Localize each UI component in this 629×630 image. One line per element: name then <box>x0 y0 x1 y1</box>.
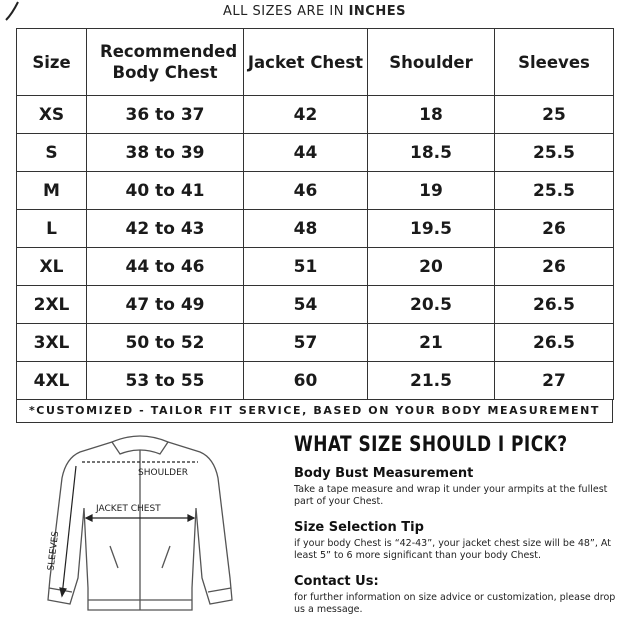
cell-size: S <box>17 134 87 172</box>
cell-shoulder: 20.5 <box>368 286 495 324</box>
cell-jacket-chest: 60 <box>244 362 368 400</box>
cell-body-chest: 42 to 43 <box>87 210 244 248</box>
table-row <box>17 172 614 210</box>
cell-body-chest: 40 to 41 <box>87 172 244 210</box>
cell-size: XS <box>17 96 87 134</box>
jacket-outline-icon <box>40 428 250 618</box>
cell-sleeves: 25 <box>495 96 614 134</box>
cell-size: 2XL <box>17 286 87 324</box>
table-row <box>17 286 614 324</box>
cell-jacket-chest: 44 <box>244 134 368 172</box>
cell-shoulder: 21 <box>368 324 495 362</box>
section-text-bust: Take a tape measure and wrap it under your armpits at the fullest part of your Chest. <box>294 484 608 507</box>
table-row <box>17 362 614 400</box>
section-heading-bust: Body Bust Measurement <box>294 466 474 481</box>
cell-jacket-chest: 42 <box>244 96 368 134</box>
table-row <box>17 248 614 286</box>
cell-shoulder: 19.5 <box>368 210 495 248</box>
cell-shoulder: 21.5 <box>368 362 495 400</box>
cell-body-chest: 44 to 46 <box>87 248 244 286</box>
jacket-chest-label: JACKET CHEST <box>96 504 161 514</box>
cell-jacket-chest: 57 <box>244 324 368 362</box>
section-text-contact: for further information on size advice or customization, please drop us a message. <box>294 592 616 615</box>
col-header-jacket-chest: Jacket Chest <box>244 29 368 96</box>
size-chart-table <box>16 28 614 400</box>
sleeves-label: SLEEVES <box>46 530 62 572</box>
cell-shoulder: 20 <box>368 248 495 286</box>
col-header-shoulder: Shoulder <box>368 29 495 96</box>
units-note-prefix: ALL SIZES ARE IN <box>223 4 344 19</box>
table-row <box>17 324 614 362</box>
cell-sleeves: 27 <box>495 362 614 400</box>
cell-size: 4XL <box>17 362 87 400</box>
col-header-body-chest <box>87 29 244 96</box>
cell-sleeves: 26.5 <box>495 286 614 324</box>
cell-sleeves: 25.5 <box>495 172 614 210</box>
cell-jacket-chest: 51 <box>244 248 368 286</box>
col-header-size: Size <box>17 29 87 96</box>
cell-body-chest: 38 to 39 <box>87 134 244 172</box>
col-header-body-chest-text: Recommended Body Chest <box>100 42 238 82</box>
cell-body-chest: 47 to 49 <box>87 286 244 324</box>
cell-jacket-chest: 54 <box>244 286 368 324</box>
cell-body-chest: 50 to 52 <box>87 324 244 362</box>
size-guide-panel <box>294 432 619 616</box>
cell-sleeves: 26.5 <box>495 324 614 362</box>
table-header-row <box>17 29 614 96</box>
units-note <box>0 4 629 19</box>
cell-jacket-chest: 48 <box>244 210 368 248</box>
table-row <box>17 210 614 248</box>
table-row <box>17 96 614 134</box>
cell-size: 3XL <box>17 324 87 362</box>
cell-shoulder: 18.5 <box>368 134 495 172</box>
jacket-diagram <box>40 428 250 618</box>
cell-shoulder: 19 <box>368 172 495 210</box>
section-heading-tip: Size Selection Tip <box>294 520 424 535</box>
cell-sleeves: 26 <box>495 248 614 286</box>
table-row <box>17 134 614 172</box>
section-text-tip: if your body Chest is “42-43”, your jacket chest size will be 48”, At least 5” to 6 more significant than your body Chest. <box>294 538 611 561</box>
shoulder-label: SHOULDER <box>138 468 189 478</box>
units-note-unit: INCHES <box>348 4 406 19</box>
cell-sleeves: 26 <box>495 210 614 248</box>
cell-size: L <box>17 210 87 248</box>
cell-jacket-chest: 46 <box>244 172 368 210</box>
cell-size: M <box>17 172 87 210</box>
section-heading-contact: Contact Us: <box>294 574 379 589</box>
cell-shoulder: 18 <box>368 96 495 134</box>
cell-body-chest: 36 to 37 <box>87 96 244 134</box>
cell-sleeves: 25.5 <box>495 134 614 172</box>
col-header-sleeves: Sleeves <box>495 29 614 96</box>
tailor-fit-footnote: *CUSTOMIZED - TAILOR FIT SERVICE, BASED ON YOUR BODY MEASUREMENT <box>16 400 613 423</box>
guide-title: WHAT SIZE SHOULD I PICK? <box>294 432 568 456</box>
cell-size: XL <box>17 248 87 286</box>
cell-body-chest: 53 to 55 <box>87 362 244 400</box>
